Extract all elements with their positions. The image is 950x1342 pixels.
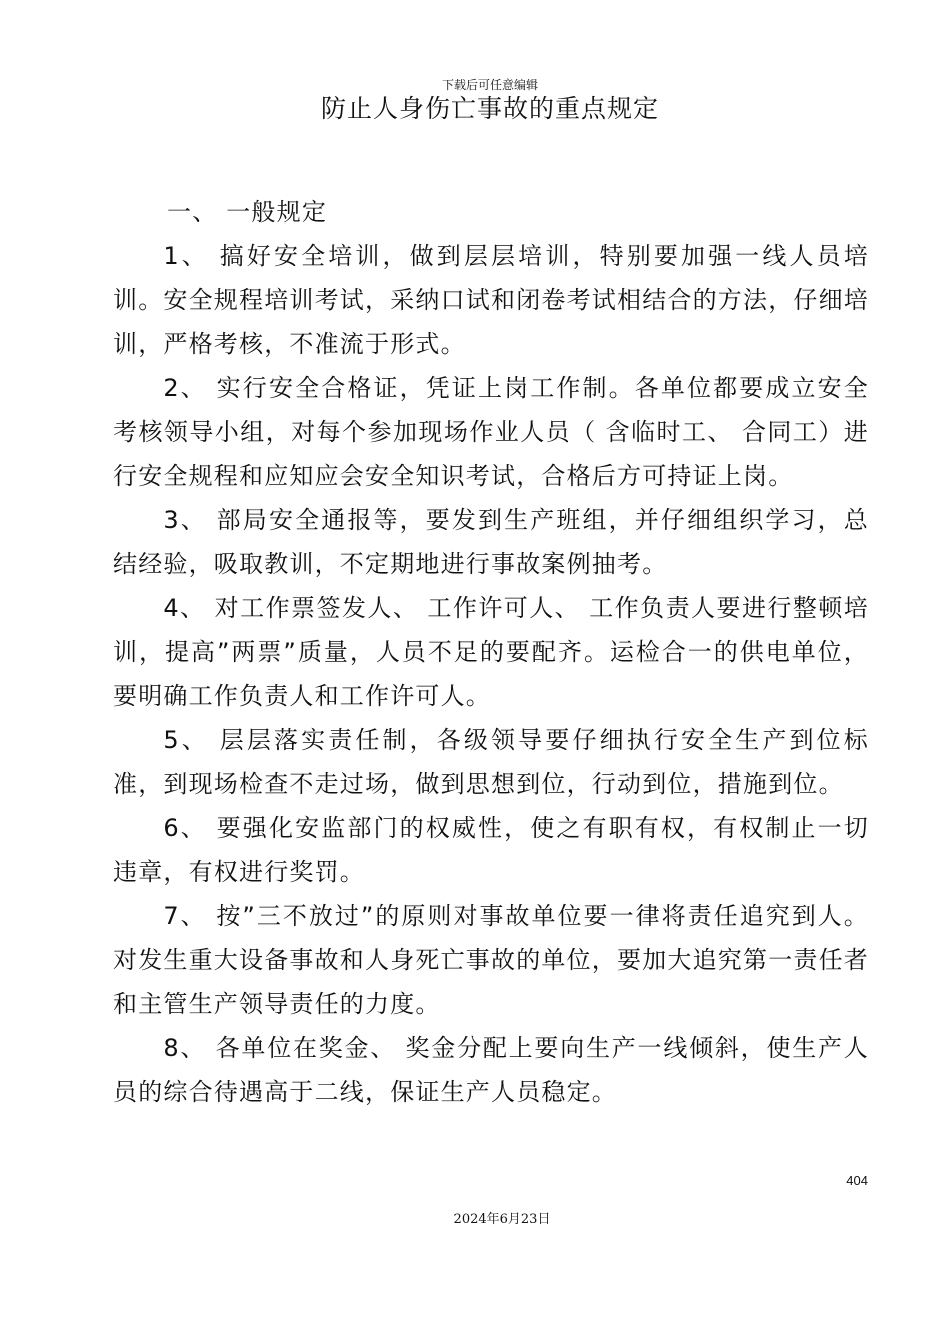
page-number: 404 bbox=[846, 1173, 868, 1188]
paragraph-5: 5、 层层落实责任制，各级领导要仔细执行安全生产到位标准，到现场检查不走过场，做到思想到位，行动到位，措施到位。 bbox=[113, 726, 869, 798]
section-heading: 一、 一般规定 bbox=[167, 198, 328, 226]
header-note: 下载后可任意编辑 bbox=[441, 78, 538, 92]
document-body bbox=[113, 190, 869, 1114]
paragraph-4: 4、 对工作票签发人、 工作许可人、 工作负责人要进行整顿培训，提高”两票”质量，人员不足的要配齐。运检合一的供电单位，要明确工作负责人和工作许可人。 bbox=[113, 594, 869, 710]
paragraph-8: 8、 各单位在奖金、 奖金分配上要向生产一线倾斜，使生产人员的综合待遇高于二线，保证生产人员稳定。 bbox=[113, 1034, 869, 1106]
paragraph-7: 7、 按”三不放过”的原则对事故单位要一律将责任追究到人。对发生重大设备事故和人身死亡事故的单位，要加大追究第一责任者和主管生产领导责任的力度。 bbox=[113, 902, 869, 1018]
paragraph-1: 1、 搞好安全培训，做到层层培训，特别要加强一线人员培训。安全规程培训考试，采纳口试和闭卷考试相结合的方法，仔细培训，严格考核，不准流于形式。 bbox=[113, 242, 869, 358]
footer-date: 2024年6月23日 bbox=[453, 1212, 551, 1227]
document-title: 防止人身伤亡事故的重点规定 bbox=[320, 94, 659, 123]
paragraph-3: 3、 部局安全通报等，要发到生产班组，并仔细组织学习，总结经验，吸取教训，不定期地进行事故案例抽考。 bbox=[113, 506, 869, 578]
paragraph-6: 6、 要强化安监部门的权威性，使之有职有权，有权制止一切违章，有权进行奖罚。 bbox=[113, 814, 869, 886]
paragraph-2: 2、 实行安全合格证，凭证上岗工作制。各单位都要成立安全考核领导小组，对每个参加现场作业人员（ 含临时工、 合同工）进行安全规程和应知应会安全知识考试，合格后方可持证上岗。 bbox=[113, 374, 869, 490]
